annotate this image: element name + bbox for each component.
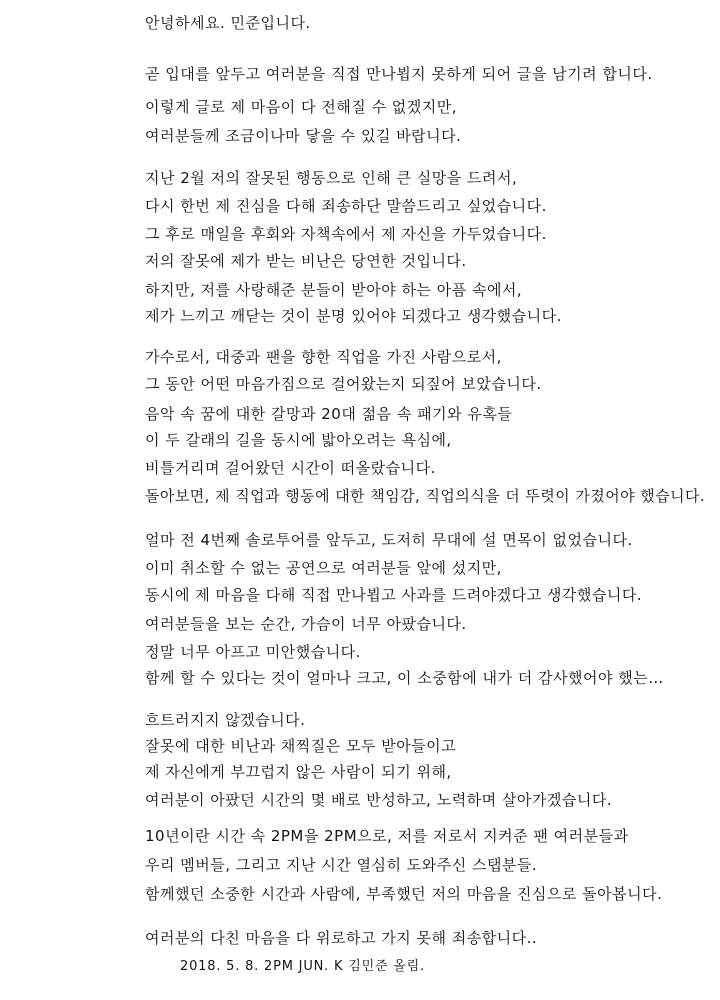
letter-line: 동시에 제 마음을 다해 직접 만나뵙고 사과를 드려야겠다고 생각했습니다. xyxy=(145,586,643,604)
letter-line: 곧 입대를 앞두고 여러분을 직접 만나뵙지 못하게 되어 글을 남기려 합니다. xyxy=(145,65,653,83)
letter-line: 정말 너무 아프고 미안했습니다. xyxy=(145,643,361,661)
letter-line: 이 두 갈래의 길을 동시에 밟아오려는 욕심에, xyxy=(145,431,452,449)
letter-line: 잘못에 대한 비난과 채찍질은 모두 받아들이고 xyxy=(145,737,457,755)
letter-line: 여러분이 아팠던 시간의 몇 배로 반성하고, 노력하며 살아가겠습니다. xyxy=(145,791,613,809)
letter-line: 흐트러지지 않겠습니다. xyxy=(145,711,306,729)
letter-line: 이렇게 글로 제 마음이 다 전해질 수 없겠지만, xyxy=(145,98,457,116)
letter-line: 여러분의 다친 마음을 다 위로하고 가지 못해 죄송합니다.. xyxy=(145,929,538,947)
letter-line: 우리 멤버들, 그리고 지난 시간 열심히 도와주신 스탭분들. xyxy=(145,856,538,874)
letter-line: 돌아보면, 제 직업과 행동에 대한 책임감, 직업의식을 더 뚜렷이 가졌어야 했습니다. xyxy=(145,487,706,505)
letter-line: 함께했던 소중한 시간과 사람에, 부족했던 저의 마음을 진심으로 돌아봅니다. xyxy=(145,885,663,903)
letter-line: 10년이란 시간 속 2PM을 2PM으로, 저를 저로서 지켜준 팬 여러분들과 xyxy=(145,827,629,845)
signature-line: 2018. 5. 8. 2PM JUN. K 김민준 올림. xyxy=(180,959,425,974)
letter-line: 여러분들을 보는 순간, 가슴이 너무 아팠습니다. xyxy=(145,615,467,633)
letter-line: 음악 속 꿈에 대한 갈망과 20대 젊음 속 패기와 유혹들 xyxy=(145,405,513,423)
letter-line: 여러분들께 조금이나마 닿을 수 있길 바랍니다. xyxy=(145,127,462,145)
letter-line: 지난 2월 저의 잘못된 행동으로 인해 큰 실망을 드려서, xyxy=(145,169,518,187)
letter-line: 제가 느끼고 깨닫는 것이 분명 있어야 되겠다고 생각했습니다. xyxy=(145,307,562,325)
letter-line: 그 동안 어떤 마음가짐으로 걸어왔는지 되짚어 보았습니다. xyxy=(145,375,542,393)
letter-line: 가수로서, 대중과 팬을 향한 직업을 가진 사람으로서, xyxy=(145,348,502,366)
letter-line: 얼마 전 4번째 솔로투어를 앞두고, 도저히 무대에 설 면목이 없었습니다. xyxy=(145,531,633,549)
letter-line: 저의 잘못에 제가 받는 비난은 당연한 것입니다. xyxy=(145,252,467,270)
letter-line: 함께 할 수 있다는 것이 얼마나 크고, 이 소중함에 내가 더 감사했어야 했는… xyxy=(145,669,664,687)
letter-line: 그 후로 매일을 후회와 자책속에서 제 자신을 가두었습니다. xyxy=(145,225,547,243)
letter-line: 다시 한번 제 진심을 다해 죄송하단 말씀드리고 싶었습니다. xyxy=(145,197,547,215)
letter-greeting: 안녕하세요. 민준입니다. xyxy=(145,14,311,32)
letter-line: 제 자신에게 부끄럽지 않은 사람이 되기 위해, xyxy=(145,763,452,781)
letter-line: 이미 취소할 수 없는 공연으로 여러분들 앞에 섰지만, xyxy=(145,559,502,577)
letter-line: 하지만, 저를 사랑해준 분들이 받아야 하는 아픔 속에서, xyxy=(145,281,523,299)
letter-line: 비틀거리며 걸어왔던 시간이 떠올랐습니다. xyxy=(145,459,436,477)
